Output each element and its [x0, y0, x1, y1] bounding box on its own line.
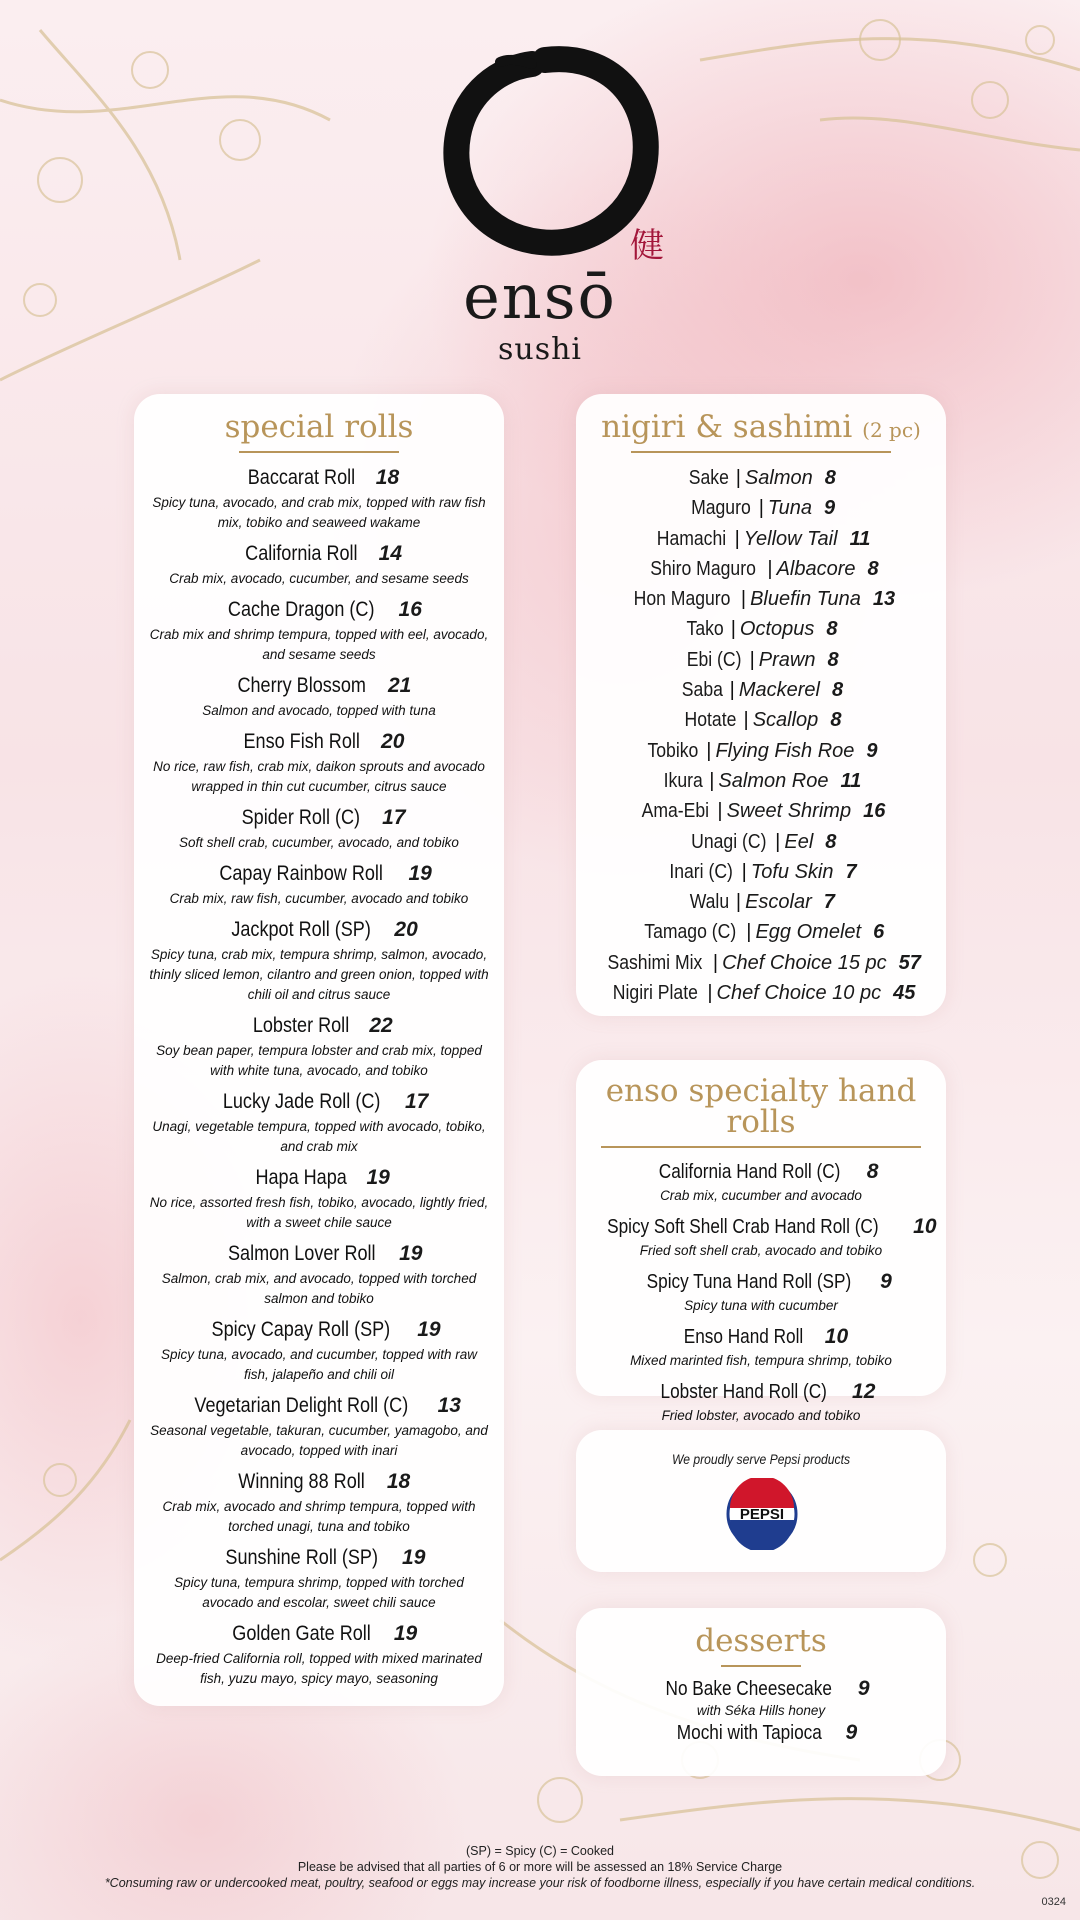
item-name: Enso Hand Roll [683, 1326, 804, 1348]
item-description: Crab mix, avocado and shrimp tempura, topped with torched unagi, tuna and tobiko [162, 1499, 476, 1534]
title-divider [631, 451, 891, 453]
nigiri-price: 11 [849, 527, 871, 550]
separator: | [767, 557, 773, 580]
title-divider [601, 1146, 921, 1148]
item-header [576, 1213, 946, 1241]
menu-item [148, 859, 490, 909]
item-price: 17 [404, 1090, 429, 1113]
separator: | [730, 618, 736, 641]
separator: | [740, 588, 747, 611]
nigiri-item [576, 978, 946, 1008]
item-header [148, 463, 490, 493]
item-description: No rice, assorted fresh fish, tobiko, avocado, lightly fried, with a sweet chile sauce [149, 1195, 489, 1230]
separator: | [758, 497, 764, 520]
item-price: 12 [852, 1380, 876, 1403]
item-header [576, 1378, 946, 1406]
item-description: Crab mix, avocado, cucumber, and sesame seeds [169, 571, 469, 586]
item-price: 19 [402, 1546, 426, 1569]
nigiri-english-name: Prawn [758, 648, 816, 671]
nigiri-japanese-name: Nigiri Plate [612, 982, 698, 1005]
item-price: 9 [880, 1270, 892, 1293]
hand-rolls-title: enso specialty hand rolls [605, 1073, 917, 1140]
nigiri-japanese-name: Tamago (C) [644, 921, 736, 944]
item-name: California Hand Roll (C) [658, 1161, 840, 1183]
item-header [148, 803, 490, 833]
item-header [148, 1163, 490, 1193]
item-name: Sunshine Roll (SP) [225, 1546, 378, 1569]
nigiri-price: 9 [866, 739, 878, 762]
separator: | [734, 527, 740, 550]
item-header [148, 1087, 490, 1117]
nigiri-english-name: Tofu Skin [750, 860, 834, 883]
item-description: No rice, raw fish, crab mix, daikon sprouts and avocado wrapped in thin cut cucumber, citrus sauce [153, 759, 485, 794]
item-description: Seasonal vegetable, takuran, cucumber, yamagobo, and avocado, topped with inari [150, 1423, 488, 1458]
item-name: Enso Fish Roll [243, 730, 360, 753]
footer-legend: (SP) = Spicy (C) = Cooked [466, 1844, 614, 1858]
nigiri-japanese-name: Inari (C) [669, 860, 734, 883]
item-description: Spicy tuna, crab mix, tempura shrimp, salmon, avocado, thinly sliced lemon, cilantro and green onion, topped with chili oil and citrus sauce [149, 947, 489, 1002]
nigiri-price: 16 [863, 800, 886, 823]
nigiri-item [576, 917, 946, 947]
nigiri-item [576, 554, 946, 584]
nigiri-sashimi-card [576, 394, 946, 1016]
nigiri-english-name: Chef Choice 15 pc [722, 951, 887, 974]
item-description: Crab mix, raw fish, cucumber, avocado and tobiko [169, 891, 469, 906]
item-header [148, 1619, 490, 1649]
item-price: 19 [417, 1318, 441, 1341]
item-price: 13 [437, 1394, 461, 1417]
item-price: 19 [366, 1166, 390, 1189]
item-header [576, 1323, 946, 1351]
item-header [148, 859, 490, 889]
nigiri-price: 8 [826, 618, 838, 641]
menu-item [148, 595, 490, 665]
item-price: 20 [394, 918, 418, 941]
pepsi-logo-icon [726, 1478, 798, 1550]
nigiri-english-name: Chef Choice 10 pc [716, 982, 882, 1005]
nigiri-japanese-name: Ebi (C) [687, 648, 742, 671]
kanji-mark: 健 [630, 226, 664, 266]
nigiri-japanese-name: Sashimi Mix [607, 951, 703, 974]
item-price: 8 [866, 1160, 879, 1183]
item-header [576, 1268, 946, 1296]
nigiri-price: 6 [873, 921, 885, 944]
special-rolls-card [134, 394, 504, 1706]
item-header [148, 1543, 490, 1573]
nigiri-title-note: (2 pc) [862, 418, 921, 442]
item-header [148, 1391, 490, 1421]
menu-item [148, 539, 490, 589]
item-price: 20 [381, 730, 405, 753]
menu-item [148, 803, 490, 853]
nigiri-english-name: Albacore [776, 557, 856, 580]
item-name: Lobster Hand Roll (C) [660, 1381, 827, 1403]
nigiri-japanese-name: Hotate [684, 709, 736, 732]
separator: | [746, 921, 752, 944]
menu-item [148, 1239, 490, 1309]
item-description: Soy bean paper, tempura lobster and crab mix, topped with white tuna, avocado, and tobiko [156, 1043, 482, 1078]
menu-item [576, 1677, 946, 1721]
item-name: Capay Rainbow Roll [219, 862, 384, 885]
item-name: Vegetarian Delight Roll (C) [194, 1394, 409, 1417]
title-divider [239, 451, 399, 453]
item-description: Spicy tuna, avocado, and cucumber, topped with raw fish, jalapeño and chili oil [161, 1347, 477, 1382]
item-description: Spicy tuna, tempura shrimp, topped with torched avocado and escolar, sweet chili sauce [174, 1575, 464, 1610]
separator: | [729, 679, 735, 702]
nigiri-english-name: Scallop [752, 709, 819, 732]
item-name: Jackpot Roll (SP) [231, 918, 372, 941]
item-name: California Roll [245, 542, 358, 565]
menu-item [576, 1158, 946, 1206]
nigiri-english-name: Escolar [745, 891, 812, 914]
menu-item [148, 1087, 490, 1157]
menu-item [148, 727, 490, 797]
separator: | [717, 800, 723, 823]
nigiri-item [576, 614, 946, 644]
nigiri-english-name: Flying Fish Roe [715, 739, 855, 762]
nigiri-japanese-name: Sake [688, 467, 729, 489]
item-price: 10 [824, 1325, 849, 1348]
item-name: Lobster Roll [253, 1014, 350, 1037]
menu-item [148, 1315, 490, 1385]
separator: | [775, 830, 781, 853]
nigiri-price: 11 [840, 769, 862, 792]
pepsi-text: We proudly serve Pepsi products [671, 1452, 851, 1467]
nigiri-item [576, 766, 946, 796]
hand-rolls-card [576, 1060, 946, 1423]
item-name: Baccarat Roll [247, 466, 356, 489]
item-description: Soft shell crab, cucumber, avocado, and tobiko [179, 835, 459, 850]
nigiri-japanese-name: Walu [689, 891, 730, 914]
item-description: Unagi, vegetable tempura, topped with avocado, tobiko, and crab mix [152, 1119, 486, 1154]
nigiri-item [576, 887, 946, 917]
nigiri-japanese-name: Tako [687, 618, 725, 641]
item-header [148, 1011, 490, 1041]
item-header [148, 1239, 490, 1269]
menu-item [148, 671, 490, 721]
separator: | [735, 467, 741, 489]
nigiri-japanese-name: Saba [681, 679, 723, 702]
nigiri-japanese-name: Unagi (C) [690, 830, 767, 853]
nigiri-english-name: Eel [784, 830, 814, 853]
enso-logo [420, 40, 680, 370]
item-name: Lucky Jade Roll (C) [222, 1090, 381, 1113]
brand-subtitle: sushi [497, 332, 583, 367]
menu-item [576, 1721, 946, 1745]
separator: | [735, 891, 742, 914]
nigiri-japanese-name: Maguro [690, 497, 751, 520]
menu-code: 0324 [1041, 1896, 1066, 1908]
item-name: Spicy Soft Shell Crab Hand Roll (C) [607, 1216, 880, 1238]
item-header [576, 1158, 946, 1186]
item-header [148, 671, 490, 701]
separator: | [741, 860, 747, 883]
item-name: Spicy Tuna Hand Roll (SP) [646, 1271, 852, 1293]
nigiri-price: 8 [830, 709, 842, 732]
nigiri-price: 57 [898, 951, 921, 974]
menu-item [148, 1163, 490, 1233]
separator: | [707, 982, 713, 1005]
item-header [148, 915, 490, 945]
separator: | [706, 739, 712, 762]
item-description: Crab mix and shrimp tempura, topped with eel, avocado, and sesame seeds [149, 627, 489, 662]
nigiri-japanese-name: Hamachi [656, 527, 726, 550]
item-header [148, 1467, 490, 1497]
item-description: Salmon and avocado, topped with tuna [202, 703, 436, 718]
footer-service-charge: Please be advised that all parties of 6 or more will be assessed an 18% Service Charge [297, 1860, 783, 1874]
footer-warning: *Consuming raw or undercooked meat, poultry, seafood or eggs may increase your risk of foodborne illness, especially if you have certain medical conditions. [104, 1876, 976, 1890]
menu-item [576, 1378, 946, 1426]
nigiri-price: 45 [893, 982, 916, 1005]
menu-item [148, 1467, 490, 1537]
item-header [148, 727, 490, 757]
nigiri-english-name: Salmon Roe [718, 769, 829, 792]
nigiri-price: 8 [825, 830, 837, 853]
nigiri-english-name: Yellow Tail [743, 527, 838, 550]
item-description: with Séka Hills honey [696, 1703, 826, 1718]
item-price: 16 [398, 598, 422, 621]
item-description: Mixed marinted fish, tempura shrimp, tobiko [630, 1353, 892, 1368]
item-header [576, 1677, 946, 1701]
item-name: Salmon Lover Roll [227, 1242, 376, 1265]
item-price: 19 [399, 1242, 423, 1265]
nigiri-item [576, 675, 946, 705]
nigiri-price: 9 [824, 497, 836, 520]
item-price: 18 [375, 466, 400, 489]
nigiri-item [576, 948, 946, 978]
item-price: 14 [378, 542, 403, 565]
pepsi-card [576, 1430, 946, 1572]
nigiri-price: 7 [823, 891, 835, 914]
nigiri-japanese-name: Tobiko [647, 739, 699, 762]
desserts-title: desserts [695, 1623, 827, 1659]
nigiri-price: 13 [872, 588, 896, 611]
menu-item [576, 1323, 946, 1371]
nigiri-item [576, 493, 946, 523]
item-description: Fried lobster, avocado and tobiko [661, 1408, 861, 1423]
nigiri-title [576, 409, 946, 445]
title-divider [721, 1665, 801, 1667]
item-header [148, 539, 490, 569]
item-price: 19 [393, 1622, 418, 1645]
item-name: Golden Gate Roll [232, 1622, 371, 1645]
item-header [148, 595, 490, 625]
nigiri-price: 7 [845, 860, 857, 883]
nigiri-english-name: Sweet Shrimp [726, 800, 852, 823]
item-price: 9 [845, 1721, 858, 1744]
desserts-list [576, 1677, 946, 1745]
special-rolls-list [134, 463, 504, 1689]
item-name: Cherry Blossom [237, 674, 366, 697]
nigiri-english-name: Bluefin Tuna [750, 588, 861, 611]
menu-item [148, 463, 490, 533]
separator: | [712, 951, 719, 974]
nigiri-item [576, 584, 946, 614]
item-description: Crab mix, cucumber and avocado [660, 1188, 862, 1203]
hand-rolls-list [576, 1158, 946, 1426]
nigiri-price: 8 [824, 467, 836, 489]
menu-item [148, 1391, 490, 1461]
item-price: 10 [913, 1215, 937, 1238]
menu-item [148, 915, 490, 1005]
item-price: 22 [369, 1014, 393, 1037]
nigiri-item [576, 463, 946, 493]
nigiri-item [576, 645, 946, 675]
menu-item [576, 1213, 946, 1261]
desserts-card [576, 1608, 946, 1776]
item-name: No Bake Cheesecake [665, 1678, 833, 1700]
nigiri-price: 8 [831, 679, 844, 702]
item-price: 9 [857, 1677, 870, 1700]
menu-item [148, 1619, 490, 1689]
nigiri-english-name: Octopus [739, 618, 815, 641]
item-name: Mochi with Tapioca [676, 1722, 822, 1744]
nigiri-price: 8 [867, 557, 879, 580]
nigiri-item [576, 796, 946, 826]
item-name: Spider Roll (C) [242, 806, 361, 829]
nigiri-item [576, 524, 946, 554]
item-name: Hapa Hapa [255, 1166, 347, 1189]
nigiri-english-name: Mackerel [738, 679, 820, 702]
nigiri-price: 8 [827, 648, 839, 671]
item-price: 21 [388, 674, 412, 697]
nigiri-japanese-name: Ama-Ebi [641, 800, 709, 823]
menu-item [148, 1011, 490, 1081]
nigiri-english-name: Salmon [744, 467, 813, 489]
nigiri-item [576, 857, 946, 887]
item-description: Fried soft shell crab, avocado and tobiko [639, 1243, 883, 1258]
nigiri-japanese-name: Hon Maguro [633, 588, 731, 611]
item-header [148, 1315, 490, 1345]
menu-item [576, 1268, 946, 1316]
item-description: Spicy tuna with cucumber [684, 1298, 838, 1313]
nigiri-item [576, 827, 946, 857]
svg-text:PEPSI: PEPSI [739, 1506, 785, 1523]
item-description: Salmon, crab mix, and avocado, topped with torched salmon and tobiko [161, 1271, 477, 1306]
separator: | [709, 769, 715, 792]
item-price: 19 [408, 862, 432, 885]
item-price: 18 [386, 1470, 411, 1493]
nigiri-list [576, 463, 946, 1008]
nigiri-item [576, 736, 946, 766]
item-header [576, 1721, 946, 1745]
item-name: Winning 88 Roll [238, 1470, 365, 1493]
separator: | [743, 709, 749, 732]
item-name: Spicy Capay Roll (SP) [211, 1318, 391, 1341]
menu-item [148, 1543, 490, 1613]
nigiri-english-name: Egg Omelet [755, 921, 862, 944]
nigiri-english-name: Tuna [767, 497, 812, 520]
special-rolls-title: special rolls [224, 409, 414, 445]
nigiri-japanese-name: Shiro Maguro [650, 557, 757, 580]
item-name: Cache Dragon (C) [228, 598, 375, 621]
nigiri-japanese-name: Ikura [663, 769, 703, 792]
item-price: 17 [382, 806, 406, 829]
nigiri-title-text: nigiri & sashimi [601, 409, 853, 445]
nigiri-item [576, 705, 946, 735]
item-description: Deep-fried California roll, topped with mixed marinated fish, yuzu mayo, spicy mayo, seasoning [156, 1651, 482, 1686]
separator: | [749, 648, 755, 671]
brand-name: ensō [463, 260, 617, 333]
item-description: Spicy tuna, avocado, and crab mix, topped with raw fish mix, tobiko and seaweed wakame [152, 495, 486, 530]
